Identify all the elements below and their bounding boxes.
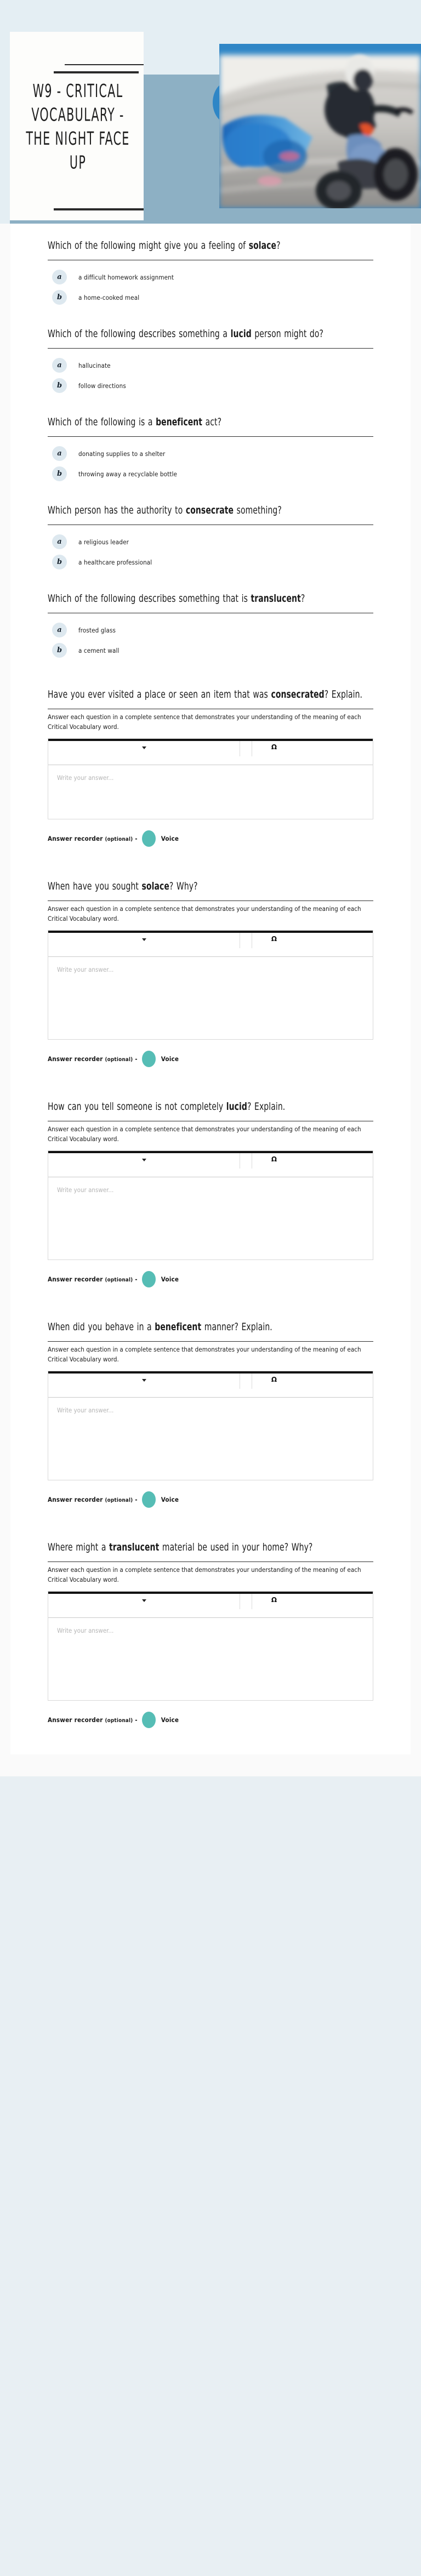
mc-question-3 [10, 400, 411, 488]
answer-placeholder: Write your answer... [57, 774, 114, 782]
rich-text-editor[interactable] [48, 1591, 373, 1701]
question-text: Where might a translucent material be used in your home? Why? [48, 1541, 313, 1553]
record-button-icon[interactable] [142, 1051, 156, 1067]
question-text: Which of the following might give you a feeling of solace? [48, 240, 281, 252]
rich-text-editor[interactable] [48, 930, 373, 1040]
chevron-down-icon [142, 746, 146, 749]
answer-instruction: Answer each question in a complete sentence that demonstrates your understanding of the meaning of each Critical Vocabulary word. [48, 1566, 361, 1583]
option-row[interactable] [48, 355, 373, 375]
answer-placeholder: Write your answer... [57, 1406, 114, 1414]
mc-question-1 [10, 224, 411, 312]
option-label: donating supplies to a shelter [78, 449, 166, 458]
font-dropdown[interactable] [48, 741, 240, 756]
editor-toolbar [48, 933, 373, 957]
answer-textarea[interactable] [48, 957, 373, 1039]
option-label: throwing away a recyclable bottle [78, 470, 178, 478]
toolbar-divider [240, 1153, 252, 1169]
option-row[interactable] [48, 552, 373, 572]
question-underline [48, 436, 373, 437]
option-letter-badge: b [52, 378, 67, 393]
question-text: Which of the following is a beneficent act? [48, 416, 222, 428]
worksheet-body [0, 224, 421, 1776]
question-underline [48, 348, 373, 349]
voice-label[interactable]: Voice [161, 1055, 179, 1063]
answer-textarea[interactable] [48, 1398, 373, 1480]
question-underline [48, 1341, 373, 1342]
open-ended-question-5 [10, 1518, 411, 1738]
voice-label[interactable]: Voice [161, 1716, 179, 1724]
voice-label[interactable]: Voice [161, 1496, 179, 1503]
recorder-label: Answer recorder (optional) - [48, 1275, 138, 1283]
option-label: a difficult homework assignment [78, 273, 174, 281]
question-text: Which of the following describes something a lucid person might do? [48, 328, 324, 340]
option-list [48, 261, 373, 307]
question-underline [48, 1561, 373, 1562]
special-character-button[interactable]: Ω [271, 1376, 277, 1383]
special-character-button[interactable]: Ω [271, 743, 277, 751]
page-header [0, 0, 421, 224]
open-ended-question-3 [10, 1077, 411, 1297]
answer-placeholder: Write your answer... [57, 1627, 114, 1634]
option-letter-badge: b [52, 290, 67, 305]
editor-toolbar [48, 1153, 373, 1177]
rich-text-editor[interactable] [48, 1150, 373, 1260]
mc-question-4 [10, 488, 411, 577]
option-row[interactable] [48, 443, 373, 464]
option-letter-badge: a [52, 358, 67, 373]
open-ended-question-2 [10, 857, 411, 1077]
option-letter-badge: b [52, 466, 67, 481]
header-left-margin [0, 0, 10, 224]
answer-textarea[interactable] [48, 1618, 373, 1700]
option-row[interactable] [48, 267, 373, 287]
answer-recorder [48, 1271, 373, 1292]
answer-instruction: Answer each question in a complete sentence that demonstrates your understanding of the meaning of each Critical Vocabulary word. [48, 1125, 361, 1143]
recorder-label: Answer recorder (optional) - [48, 1716, 138, 1724]
open-ended-question-1 [10, 665, 411, 857]
title-rule-thick [54, 71, 139, 73]
toolbar-divider [240, 1594, 252, 1609]
option-letter-badge: b [52, 555, 67, 569]
option-letter-badge: a [52, 270, 67, 284]
answer-placeholder: Write your answer... [57, 966, 114, 973]
open-ended-question-4 [10, 1297, 411, 1518]
option-letter-badge: b [52, 643, 67, 658]
option-label: a healthcare professional [78, 558, 152, 566]
option-list [48, 526, 373, 572]
title-rule-thin [65, 64, 144, 65]
answer-textarea[interactable] [48, 765, 373, 819]
chevron-down-icon [142, 1379, 146, 1382]
editor-toolbar [48, 741, 373, 765]
mc-question-5 [10, 577, 411, 665]
font-dropdown[interactable] [48, 933, 240, 948]
title-card [10, 32, 144, 220]
chevron-down-icon [142, 1159, 146, 1161]
answer-placeholder: Write your answer... [57, 1186, 114, 1194]
option-row[interactable] [48, 620, 373, 640]
font-dropdown[interactable] [48, 1153, 240, 1169]
question-text: When have you sought solace? Why? [48, 880, 198, 892]
option-label: a home-cooked meal [78, 293, 140, 301]
recorder-label: Answer recorder (optional) - [48, 1496, 138, 1503]
rich-text-editor[interactable] [48, 1371, 373, 1480]
answer-recorder [48, 1491, 373, 1512]
worksheet-sheet [10, 224, 411, 1754]
answer-recorder [48, 830, 373, 851]
option-list [48, 350, 373, 396]
rich-text-editor[interactable] [48, 738, 373, 819]
option-label: frosted glass [78, 626, 116, 634]
record-button-icon[interactable] [142, 830, 156, 847]
toolbar-divider [240, 1374, 252, 1389]
answer-instruction: Answer each question in a complete sentence that demonstrates your understanding of the meaning of each Critical Vocabulary word. [48, 1346, 361, 1363]
option-row[interactable] [48, 375, 373, 396]
motorcycle-rider-photo [219, 44, 421, 208]
recorder-label: Answer recorder (optional) - [48, 835, 138, 842]
question-text: Which person has the authority to consecrate something? [48, 504, 282, 516]
voice-label[interactable]: Voice [161, 835, 179, 842]
page-title: W9 - CRITICAL VOCABULARY - THE NIGHT FACE UP [26, 80, 130, 173]
option-list [48, 438, 373, 484]
option-row[interactable] [48, 532, 373, 552]
editor-toolbar [48, 1374, 373, 1398]
option-label: a cement wall [78, 646, 120, 654]
option-row[interactable] [48, 287, 373, 307]
question-text: Which of the following describes something that is translucent? [48, 592, 305, 605]
font-dropdown[interactable] [48, 1374, 240, 1389]
voice-label[interactable]: Voice [161, 1275, 179, 1283]
mc-question-2 [10, 312, 411, 400]
special-character-button[interactable]: Ω [271, 935, 277, 943]
answer-instruction: Answer each question in a complete sentence that demonstrates your understanding of the meaning of each Critical Vocabulary word. [48, 905, 361, 922]
option-row[interactable] [48, 640, 373, 660]
special-character-button[interactable]: Ω [271, 1596, 277, 1604]
answer-instruction: Answer each question in a complete sentence that demonstrates your understanding of the meaning of each Critical Vocabulary word. [48, 713, 361, 731]
option-letter-badge: a [52, 623, 67, 637]
question-text: Have you ever visited a place or seen an item that was consecrated? Explain. [48, 688, 363, 700]
record-button-icon[interactable] [142, 1491, 156, 1508]
option-label: follow directions [78, 381, 126, 390]
toolbar-divider [240, 741, 252, 756]
special-character-button[interactable]: Ω [271, 1155, 277, 1163]
question-text: When did you behave in a beneficent manner? Explain. [48, 1321, 272, 1333]
option-list [48, 614, 373, 660]
record-button-icon[interactable] [142, 1271, 156, 1287]
question-text: How can you tell someone is not completely lucid? Explain. [48, 1101, 286, 1113]
editor-toolbar [48, 1594, 373, 1618]
chevron-down-icon [142, 938, 146, 941]
answer-textarea[interactable] [48, 1177, 373, 1259]
recorder-label: Answer recorder (optional) - [48, 1055, 138, 1063]
font-dropdown[interactable] [48, 1594, 240, 1609]
chevron-down-icon [142, 1599, 146, 1602]
answer-recorder [48, 1712, 373, 1732]
title-rule-bottom [54, 208, 144, 210]
option-letter-badge: a [52, 446, 67, 461]
record-button-icon[interactable] [142, 1712, 156, 1728]
option-row[interactable] [48, 464, 373, 484]
option-letter-badge: a [52, 534, 67, 549]
toolbar-divider [240, 933, 252, 948]
option-label: a religious leader [78, 538, 129, 546]
option-label: hallucinate [78, 361, 111, 369]
answer-recorder [48, 1051, 373, 1072]
